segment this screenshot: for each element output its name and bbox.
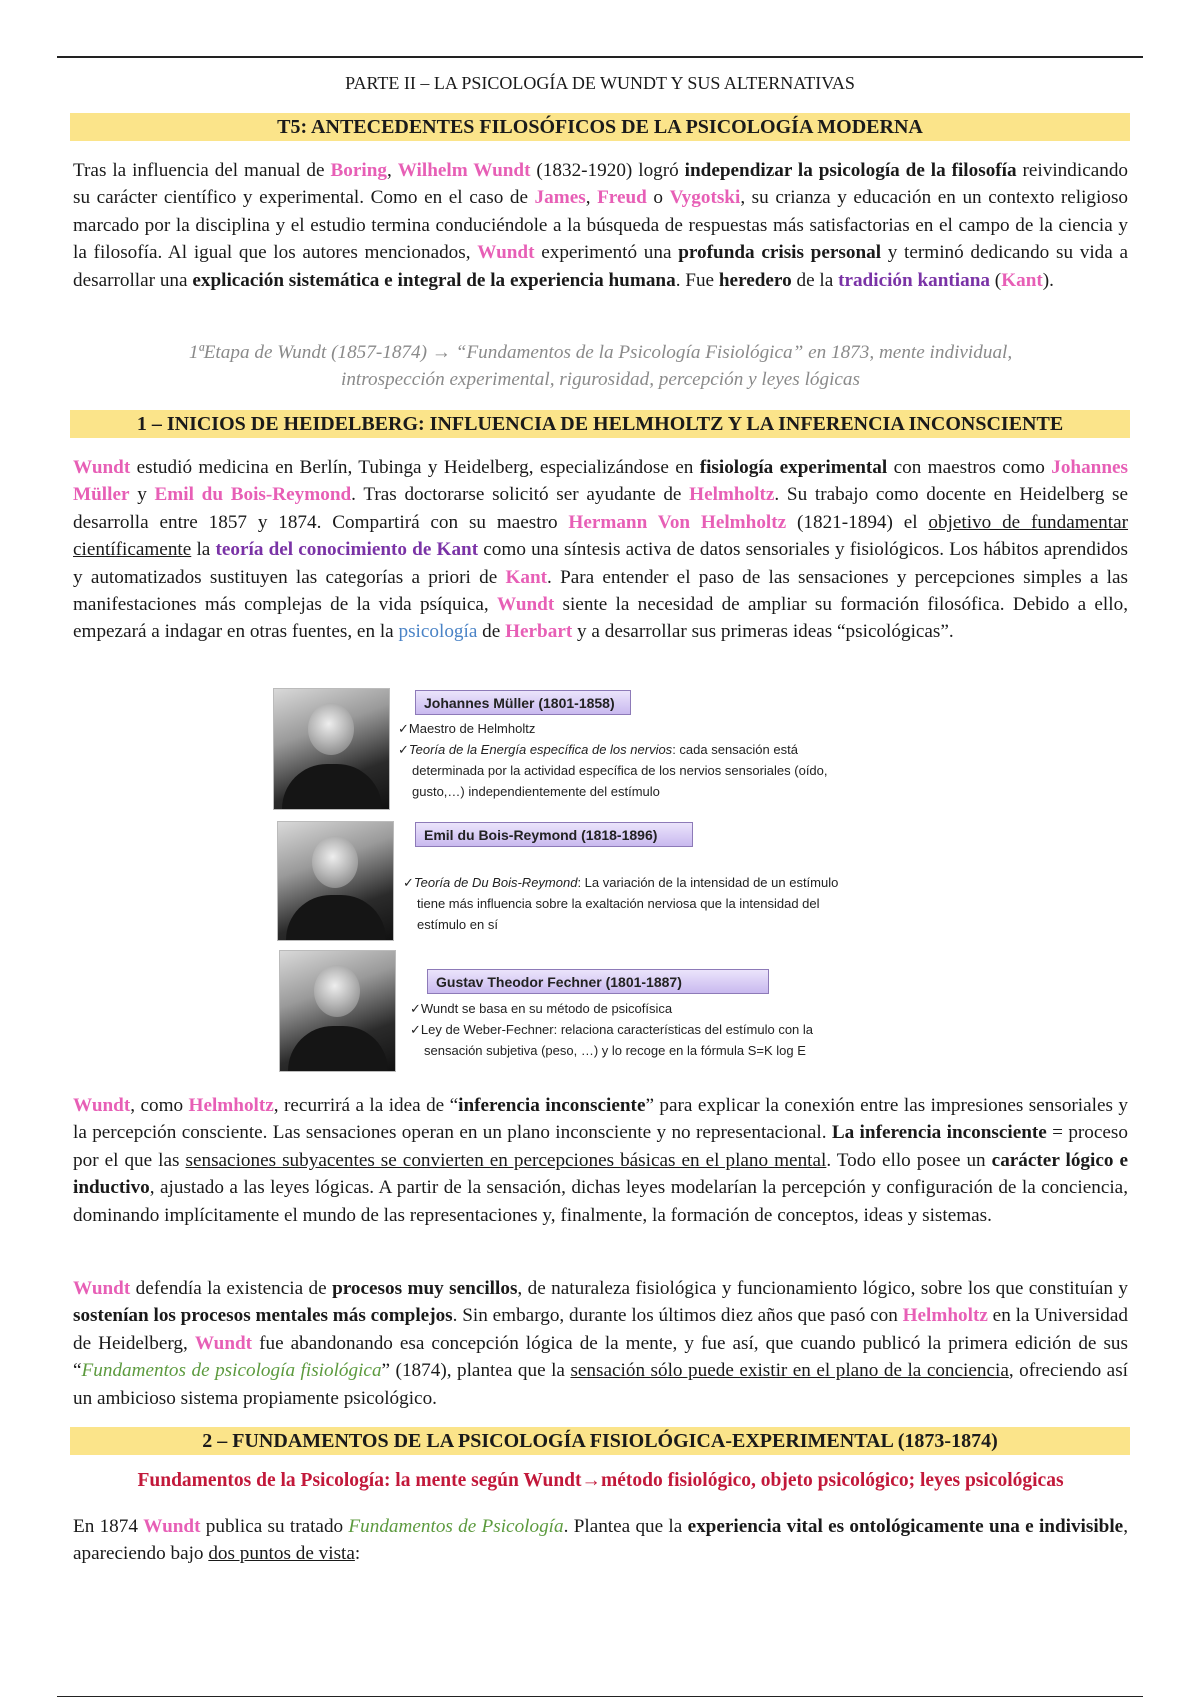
top-rule bbox=[57, 56, 1143, 58]
notes-muller: ✓Maestro de Helmholtz ✓Teoría de la Energía específica de los nervios: cada sensación está determinada por la actividad específica de los nervios sensoriales (oído, gusto,…) independientemente del estímulo bbox=[398, 721, 828, 799]
section-1-paragraph-2: Wundt, como Helmholtz, recurrirá a la idea de “inferencia inconsciente” para explicar la conexión entre las impresiones sensoriales y la percepción consciente. Las sensaciones operan en un plano inconsciente y no representacional. La inferencia inconsciente = proceso por el que las sensaciones subyacentes se convierten en percepciones básicas en el plano mental. Todo ello posee un carácter lógico e inductivo, ajustado a las leyes lógicas. A partir de la sensación, dichas leyes modelarían la percepción y configuración de la conciencia, dominando implícitamente el mundo de las representaciones y, finalmente, la formación de conceptos, ideas y sistemas. bbox=[73, 1095, 1128, 1226]
author-wundt: Wilhelm Wundt bbox=[397, 160, 531, 181]
section-1-paragraph-3: Wundt defendía la existencia de procesos muy sencillos, de naturaleza fisiológica y funcionamiento lógico, sobre los que constituían y sostenían los procesos mentales más complejos. Sin embargo, durante los últimos diez años que pasó con Helmholtz en la Universidad de Heidelberg, Wundt fue abandonando esa concepción lógica de la mente, y fue así, que cuando publicó la primera edición de sus “Fundamentos de psicología fisiológica” (1874), plantea que la sensación sólo puede existir en el plano de la conciencia, ofreciendo así un ambicioso sistema propiamente psicológico. bbox=[73, 1278, 1129, 1409]
precursors-figure bbox=[265, 688, 945, 1073]
section-2-paragraph-1: En 1874 Wundt publica su tratado Fundamentos de Psicología. Plantea que la experiencia vital es ontológicamente una e indivisible, apareciendo bajo dos puntos de vista: bbox=[73, 1516, 1128, 1565]
chapter-title: T5: ANTECEDENTES FILOSÓFICOS DE LA PSICOLOGÍA MODERNA bbox=[70, 113, 1130, 141]
name-box-du-bois-reymond: Emil du Bois-Reymond (1818-1896) bbox=[415, 822, 693, 847]
portrait-fechner bbox=[279, 950, 396, 1072]
section-2-title: 2 – FUNDAMENTOS DE LA PSICOLOGÍA FISIOLÓGICA-EXPERIMENTAL (1873-1874) bbox=[70, 1427, 1130, 1455]
portrait-du-bois-reymond bbox=[277, 821, 394, 941]
bottom-rule bbox=[57, 1696, 1143, 1697]
part-heading: PARTE II – LA PSICOLOGÍA DE WUNDT Y SUS ALTERNATIVAS bbox=[345, 73, 855, 93]
intro-paragraph: Tras la influencia del manual de Boring, Wilhelm Wundt (1832-1920) logró independizar la psicología de la filosofía reivindicando su carácter científico y experimental. Como en el caso de James, Freud o Vygotski, su crianza y educación en un contexto religioso marcado por la disciplina y el estudio termina conduciéndole a la búsqueda de respuestas más satisfactorias en el campo de la ciencia y la filosofía. Al igual que los autores mencionados, Wundt experimentó una profunda crisis personal y terminó dedicando su vida a desarrollar una explicación sistemática e integral de la experiencia humana. Fue heredero de la tradición kantiana (Kant). bbox=[73, 160, 1129, 291]
portrait-muller bbox=[273, 688, 390, 810]
name-box-muller: Johannes Müller (1801-1858) bbox=[415, 690, 631, 715]
stage-quote: 1ªEtapa de Wundt (1857-1874) → “Fundamentos de la Psicología Fisiológica” en 1873, mente individual, introspección experimental, rigurosidad, percepción y leyes lógicas bbox=[188, 342, 1013, 390]
notes-du-bois-reymond: ✓Teoría de Du Bois-Reymond: La variación de la intensidad de un estímulo tiene más influencia sobre la exaltación nerviosa que la intensidad del estímulo en sí bbox=[403, 875, 839, 932]
section-1-paragraph-1: Wundt estudió medicina en Berlín, Tubinga y Heidelberg, especializándose en fisiología experimental con maestros como Johannes Müller y Emil du Bois-Reymond. Tras doctorarse solicitó ser ayudante de Helmholtz. Su trabajo como docente en Heidelberg se desarrolla entre 1857 y 1874. Compartirá con su maestro Hermann Von Helmholtz (1821-1894) el objetivo de fundamentar científicamente la teoría del conocimiento de Kant como una síntesis activa de datos sensoriales y fisiológicos. Los hábitos aprendidos y automatizados sustituyen las categorías a priori de Kant. Para entender el paso de las sensaciones y percepciones simples a las manifestaciones más complejas de la vida psíquica, Wundt siente la necesidad de ampliar su formación filosófica. Debido a ello, empezará a indagar en otras fuentes, en la psicología de Herbart y a desarrollar sus primeras ideas “psicológicas”. bbox=[73, 457, 1129, 643]
section-2-subheading: Fundamentos de la Psicología: la mente según Wundt→método fisiológico, objeto psicológico; leyes psicológicas bbox=[137, 1470, 1064, 1491]
section-1-title: 1 – INICIOS DE HEIDELBERG: INFLUENCIA DE HELMHOLTZ Y LA INFERENCIA INCONSCIENTE bbox=[70, 410, 1130, 438]
name-box-fechner: Gustav Theodor Fechner (1801-1887) bbox=[427, 969, 769, 994]
author-boring: Boring bbox=[330, 160, 387, 181]
notes-fechner: ✓Wundt se basa en su método de psicofísica ✓Ley de Weber-Fechner: relaciona características del estímulo con la sensación subjetiva (peso, …) y lo recoge en la fórmula S=K log E bbox=[410, 1001, 814, 1058]
